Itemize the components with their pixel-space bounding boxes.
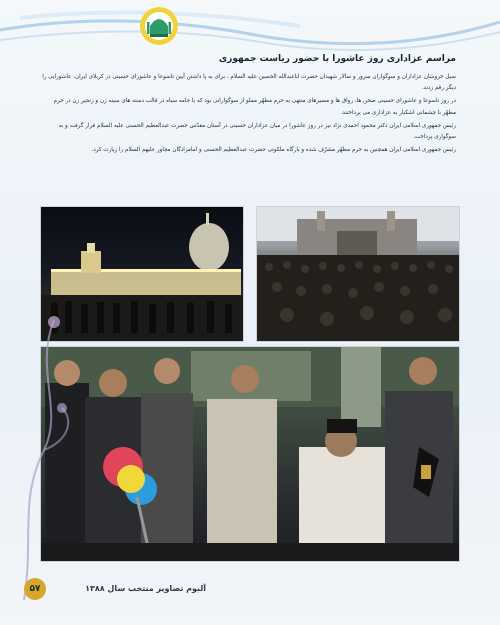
article-title: مراسم عزاداری روز عاشورا با حضور ریاست جمهوری: [218, 54, 456, 64]
album-footer-title: آلبوم تصاویر منتخب سال ۱۳۸۸: [85, 584, 206, 593]
article-paragraph: سیل خروشان عزاداران و سوگواران سرور و سالار شهیدان حضرت اباعبدالله الحسین علیه السلام ، برای به پا داشتن آیین تاسوعا و عاشورای حسینی در کربلای ایران، عاشورایی را دیگر رقم زدند.: [42, 74, 456, 92]
officials-mourning-illustration: [41, 347, 459, 561]
article-paragraph: رئیس جمهوری اسلامی ایران همچنین به حرم مطهّر مشرّف شده و بارگاه ملکوتی حضرت عبدالعظیم الحسنی و امامزادگان مجاور علیهم السلام را زیارت کرد.: [91, 147, 456, 154]
article-paragraph: رئیس جمهوری اسلامی ایران دکتر محمود احمدی نژاد نیز در روز عاشورا در میان عزاداران حسینی در آستان مقدّس حضرت عبدالعظیم الحسنی علیه السلام قرار گرفت و به سوگواری پرداخت.: [58, 122, 456, 141]
crowd-courtyard-photo: [256, 206, 460, 342]
page-number-badge: ۵۷: [24, 578, 46, 600]
purple-flower-decoration: [14, 300, 84, 600]
article-body: [41, 72, 456, 158]
shrine-logo-icon: [138, 4, 180, 50]
crowd-courtyard-illustration: [257, 207, 459, 341]
officials-mourning-photo: [40, 346, 460, 562]
article-paragraph: در روز تاسوعا و عاشورای حسینی صحن ها، رواق ها و مسیرهای منتهی به حرم مطهّر مملو از سوگوارانی بود که با جامه سیاه در قالب دسته های سینه زن و زنجیر زن در حرم مطهّر با چشمانی اشکبار به عزاداری می پرداختند.: [53, 98, 456, 116]
